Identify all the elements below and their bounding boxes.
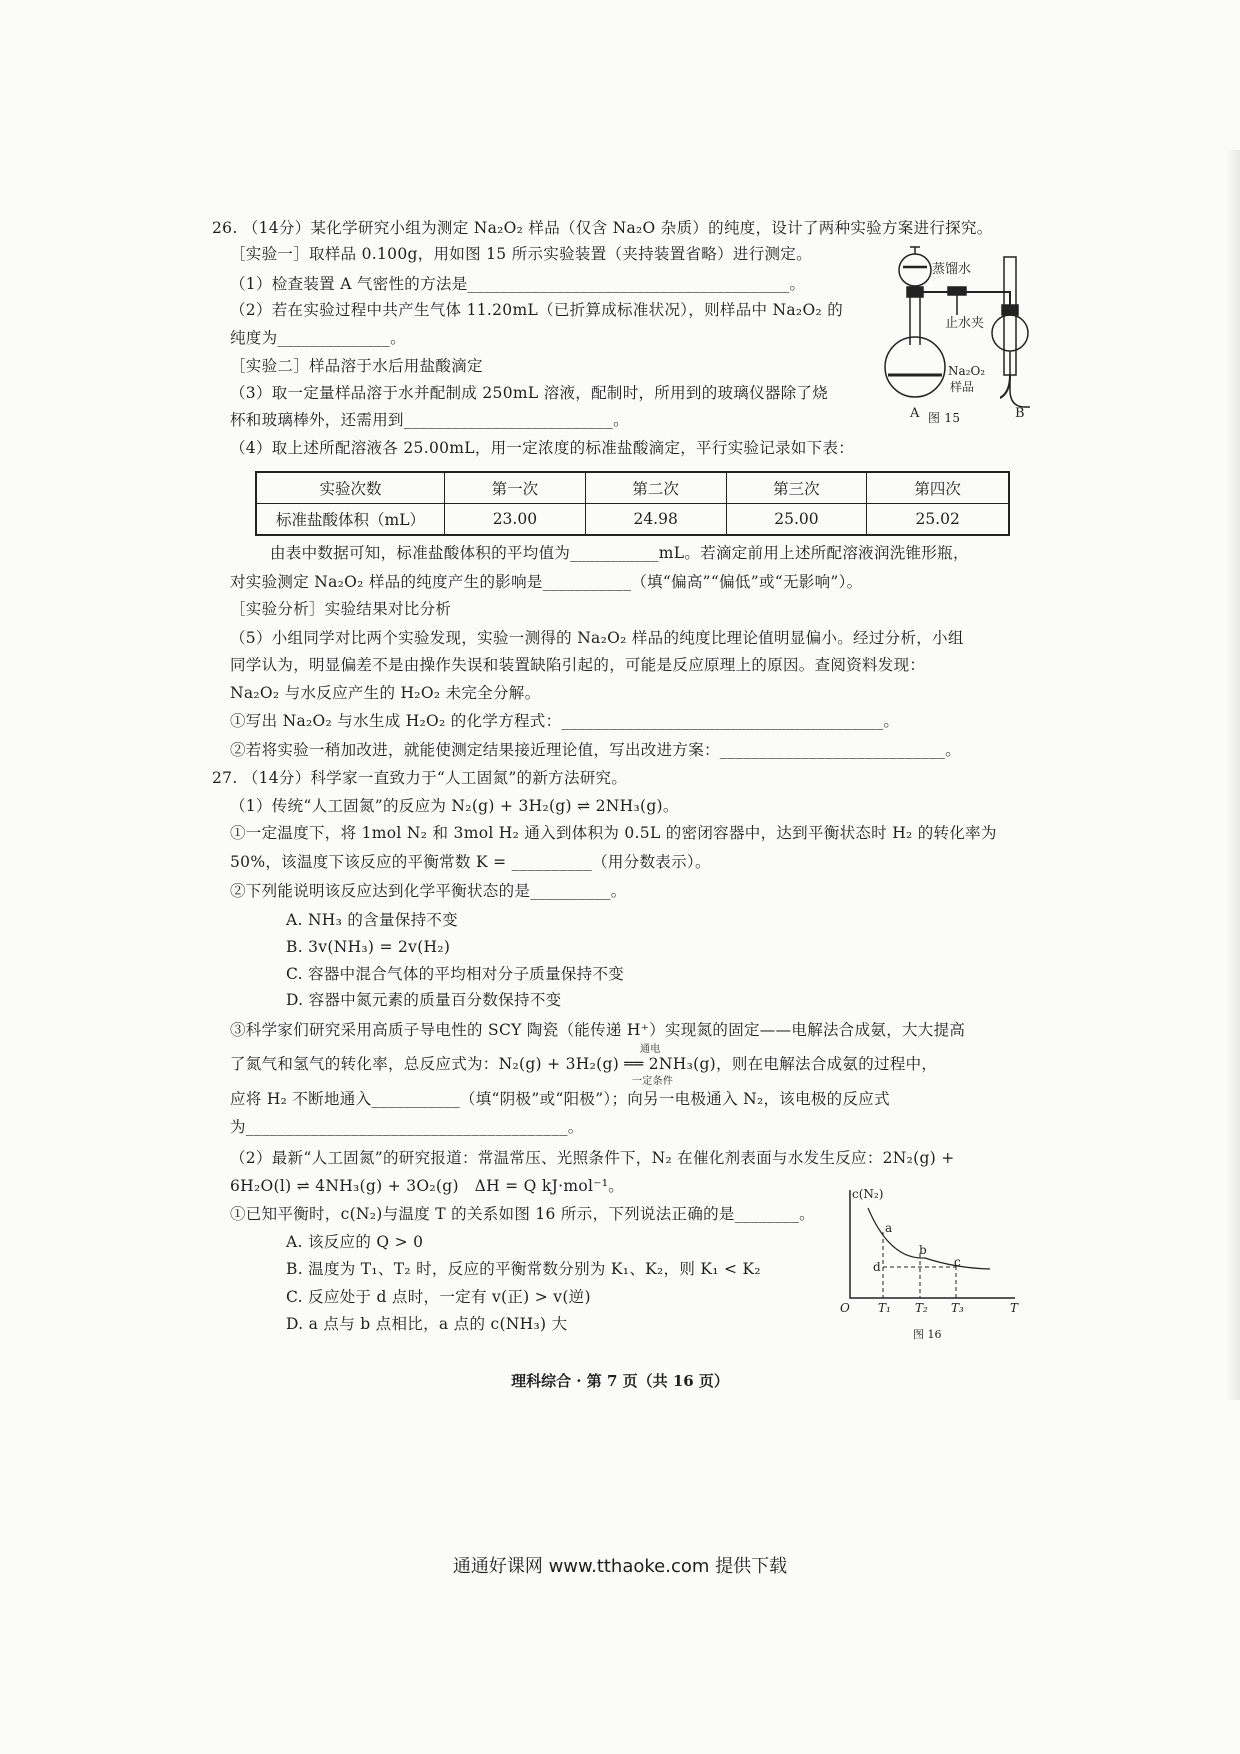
- q26-line: 由表中数据可知，标准盐酸体积的平均值为___________mL。若滴定前用上述所配溶液润洗锥形瓶，: [270, 544, 969, 562]
- page-footer: 理科综合 · 第 7 页（共 16 页）: [511, 1372, 729, 1390]
- arrow-condition-top: 通电: [640, 1044, 661, 1055]
- q27-line: ①已知平衡时，c(N₂)与温度 T 的关系如图 16 所示，下列说法正确的是________。: [230, 1205, 815, 1223]
- q26-line: ②若将实验一稍加改进，就能使测定结果接近理论值，写出改进方案：____________________________。: [230, 741, 962, 759]
- table-header: 实验次数: [256, 472, 445, 504]
- arrow-condition-bottom: 一定条件: [632, 1076, 674, 1087]
- q27-title: 27. （14分）科学家一直致力于“人工固氮”的新方法研究。: [212, 769, 628, 787]
- table-header: 第一次: [445, 472, 586, 504]
- sample-label: 样品: [950, 380, 975, 394]
- q27-line: 50%，该温度下该反应的平衡常数 K = __________（用分数表示）。: [230, 853, 711, 871]
- figure-15-caption: 图 15: [928, 411, 961, 425]
- y-axis-label: c(N₂): [852, 1187, 884, 1201]
- table-cell: 24.98: [585, 504, 726, 536]
- q27-line: ①一定温度下，将 1mol N₂ 和 3mol H₂ 通入到体积为 0.5L 的密闭容器中，达到平衡状态时 H₂ 的转化率为: [230, 824, 997, 842]
- q27-line: 应将 H₂ 不断地通入___________（填“阴极”或“阳极”）；向另一电极通入 N₂，该电极的反应式: [230, 1090, 890, 1108]
- figure-16-graph: [830, 1180, 1030, 1350]
- q27-option: A. NH₃ 的含量保持不变: [286, 911, 458, 929]
- q26-line: ［实验分析］实验结果对比分析: [230, 600, 452, 618]
- sample-formula: Na₂O₂: [948, 364, 986, 378]
- q26-line: ［实验一］取样品 0.100g，用如图 15 所示实验装置（夹持装置省略）进行测定。: [230, 245, 812, 263]
- point-b: b: [919, 1243, 927, 1257]
- q27-option: A. 该反应的 Q > 0: [286, 1233, 424, 1251]
- point-c: c: [954, 1255, 961, 1269]
- table-row-label: 标准盐酸体积（mL）: [256, 504, 445, 536]
- q26-line: （2）若在实验过程中共产生气体 11.20mL（已折算成标准状况），则样品中 Na₂O₂ 的: [230, 301, 843, 319]
- tick-t3: T₃: [951, 1301, 964, 1315]
- q26-line: 杯和玻璃棒外，还需用到__________________________。: [230, 411, 629, 429]
- table-header: 第三次: [726, 472, 867, 504]
- clamp-label: 止水夹: [945, 316, 985, 331]
- table-row: [256, 504, 1009, 536]
- q27-line: （1）传统“人工固氮”的反应为 N₂(g) + 3H₂(g) ⇌ 2NH₃(g)。: [230, 797, 679, 815]
- q26-line: （3）取一定量样品溶于水并配制成 250mL 溶液，配制时，所用到的玻璃仪器除了烧: [230, 384, 829, 402]
- titration-table: [255, 471, 1010, 536]
- q26-line: （1）检查装置 A 气密性的方法是________________________________________。: [230, 275, 806, 293]
- q26-title: 26. （14分）某化学研究小组为测定 Na₂O₂ 样品（仅含 Na₂O 杂质）的纯度，设计了两种实验方案进行探究。: [212, 219, 993, 237]
- figure-16-caption: 图 16: [913, 1328, 942, 1341]
- q26-line: ［实验二］样品溶于水后用盐酸滴定: [230, 357, 483, 375]
- download-note: 通通好课网 www.tthaoke.com 提供下载: [452, 1556, 788, 1577]
- q27-option: C. 反应处于 d 点时，一定有 v(正) > v(逆): [286, 1288, 591, 1306]
- q27-line: ②下列能说明该反应达到化学平衡状态的是__________。: [230, 882, 627, 900]
- point-a: a: [885, 1221, 893, 1235]
- q27-option: B. 3v(NH₃) = 2v(H₂): [286, 938, 451, 956]
- origin-label: O: [840, 1301, 850, 1315]
- table-header: 第二次: [585, 472, 726, 504]
- apparatus-a-label: A: [910, 406, 920, 421]
- q26-line: 同学认为，明显偏差不是由操作失误和装置缺陷引起的，可能是反应原理上的原因。查阅资料发现：: [230, 656, 926, 674]
- table-cell: 25.02: [867, 504, 1009, 536]
- q27-line: 了氮气和氢气的转化率，总反应式为：N₂(g) + 3H₂(g) ══ 2NH₃(g)，则在电解法合成氨的过程中，: [230, 1055, 938, 1073]
- q27-line: ③科学家们研究采用高质子导电性的 SCY 陶瓷（能传递 H⁺）实现氮的固定——电解法合成氨，大大提高: [230, 1021, 966, 1039]
- q26-line: （5）小组同学对比两个实验发现，实验一测得的 Na₂O₂ 样品的纯度比理论值明显偏小。经过分析，小组: [230, 629, 964, 647]
- curve: [868, 1208, 990, 1269]
- q26-line: 纯度为______________。: [230, 329, 406, 347]
- q27-option: B. 温度为 T₁、T₂ 时，反应的平衡常数分别为 K₁、K₂，则 K₁ < K₂: [286, 1260, 761, 1278]
- q26-line: 对实验测定 Na₂O₂ 样品的纯度产生的影响是___________（填“偏高”“偏低”或“无影响”）。: [230, 573, 863, 591]
- point-d: d: [873, 1260, 881, 1274]
- q27-line: 6H₂O(l) ⇌ 4NH₃(g) + 3O₂(g) ΔH = Q kJ·mol⁻¹。: [230, 1177, 625, 1195]
- tick-t2: T₂: [915, 1301, 928, 1315]
- q27-line: 为________________________________________。: [230, 1118, 584, 1136]
- water-label: 蒸馏水: [932, 262, 972, 277]
- q27-option: D. a 点与 b 点相比，a 点的 c(NH₃) 大: [286, 1315, 568, 1333]
- q27-option: D. 容器中氮元素的质量百分数保持不变: [286, 991, 562, 1009]
- burette: [1000, 255, 1030, 405]
- q26-line: （4）取上述所配溶液各 25.00mL，用一定浓度的标准盐酸滴定，平行实验记录如下表：: [230, 439, 855, 457]
- q26-line: ①写出 Na₂O₂ 与水生成 H₂O₂ 的化学方程式：________________________________________。: [230, 712, 900, 730]
- tick-t1: T₁: [878, 1301, 891, 1315]
- x-axis-label: T: [1010, 1301, 1019, 1315]
- table-cell: 23.00: [445, 504, 586, 536]
- q27-line: （2）最新“人工固氮”的研究报道：常温常压、光照条件下，N₂ 在催化剂表面与水发生反应：2N₂(g) +: [230, 1149, 955, 1167]
- q26-line: Na₂O₂ 与水反应产生的 H₂O₂ 未完全分解。: [230, 684, 541, 702]
- table-cell: 25.00: [726, 504, 867, 536]
- table-header: 第四次: [867, 472, 1009, 504]
- q27-option: C. 容器中混合气体的平均相对分子质量保持不变: [286, 965, 625, 983]
- table-header-row: [256, 472, 1009, 504]
- apparatus-b-label: B: [1015, 406, 1025, 421]
- scan-edge-shadow: [1226, 150, 1240, 1400]
- axes: [850, 1190, 1015, 1298]
